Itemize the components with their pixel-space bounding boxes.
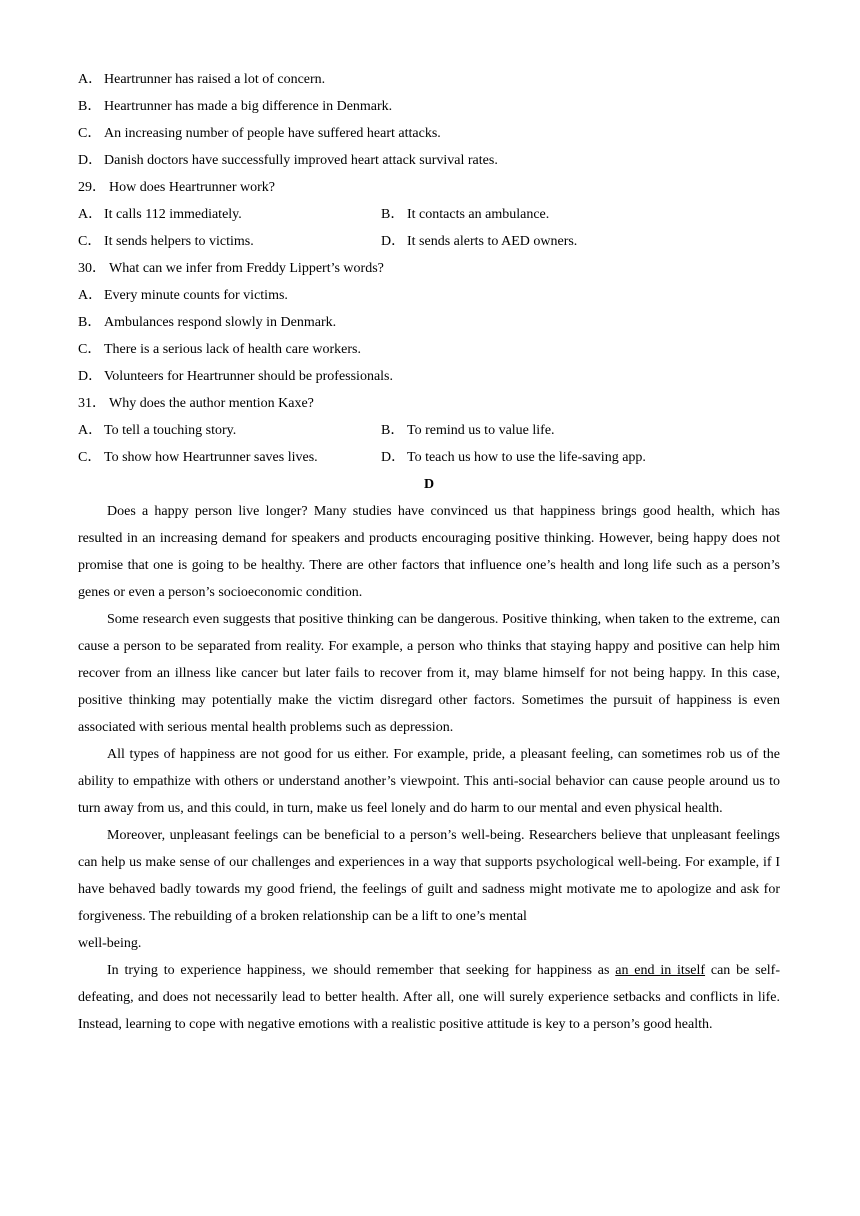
paragraph-5-lead: In trying to experience happiness, we should remember that seeking for happiness as	[107, 963, 616, 978]
q28-option-d: D． Danish doctors have successfully improved heart attack survival rates.	[78, 153, 498, 168]
question-29: 29． How does Heartrunner work?	[78, 180, 275, 195]
q31-option-b: B． To remind us to value life.	[381, 423, 555, 438]
passage-paragraph-2: Some research even suggests that positive thinking can be dangerous. Positive thinking, when taken to the extreme, can cause a person to be separated from reality. For example, a person who thinks that staying happy and positive can help him recover from an illness like cancer but later fails to recover from it, may blame himself for not being happy. In this case, positive thinking may potentially make the victim disregard other factors. Sometimes the pursuit of happiness is even associated with serious mental health problems such as depression.	[78, 612, 780, 735]
passage-paragraph-4	[78, 822, 780, 957]
q28-option-b: B． Heartrunner has made a big difference in Denmark.	[78, 99, 393, 114]
passage-paragraph-1: Does a happy person live longer? Many studies have convinced us that happiness brings good health, which has resulted in an increasing demand for speakers and products encouraging positive thinking. However, being happy does not promise that one is going to be healthy. There are other factors that influence one’s health and long life such as a person’s genes or even a person’s socioeconomic condition.	[78, 504, 780, 600]
question-30: 30． What can we infer from Freddy Lippert’s words?	[78, 261, 384, 276]
exam-page	[78, 66, 780, 1038]
q29-option-b: B． It contacts an ambulance.	[381, 207, 550, 222]
q29-options-row-2	[78, 228, 780, 255]
section-d-title: D	[423, 477, 435, 492]
q31-option-c: C． To show how Heartrunner saves lives.	[78, 450, 318, 465]
paragraph-5-rest: can be self-defeating, and does not necessarily lead to better health. After all, one will surely experience setbacks and conflicts in life. Instead, learning to cope with negative emotions with a realistic positive attitude is key to a person’s good health.	[78, 963, 781, 1032]
passage-paragraph-3: All types of happiness are not good for us either. For example, pride, a pleasant feeling, can sometimes rob us of the ability to empathize with others or understand another’s viewpoint. This anti-social behavior can cause people around us to turn away from us, and this could, in turn, make us feel lonely and do harm to our mental and even physical health.	[78, 747, 780, 816]
q31-options-row-1	[78, 417, 780, 444]
q30-option-d: D． Volunteers for Heartrunner should be professionals.	[78, 369, 394, 384]
paragraph-4-tail: well-being.	[78, 936, 142, 951]
q30-option-b: B． Ambulances respond slowly in Denmark.	[78, 315, 337, 330]
passage-paragraph-5	[78, 957, 780, 1038]
q29-options-row-1	[78, 201, 780, 228]
q29-option-d: D． It sends alerts to AED owners.	[381, 234, 578, 249]
q30-option-c: C． There is a serious lack of health care workers.	[78, 342, 361, 357]
q31-option-a: A． To tell a touching story.	[78, 423, 237, 438]
q31-options-row-2	[78, 444, 780, 471]
q28-option-c: C． An increasing number of people have suffered heart attacks.	[78, 126, 441, 141]
question-31: 31． Why does the author mention Kaxe?	[78, 396, 314, 411]
q28-option-a: A． Heartrunner has raised a lot of concern.	[78, 72, 326, 87]
q29-option-c: C． It sends helpers to victims.	[78, 234, 254, 249]
underlined-phrase: an end in itself	[615, 963, 706, 978]
paragraph-4-body: Moreover, unpleasant feelings can be beneficial to a person’s well-being. Researchers believe that unpleasant feelings can help us make sense of our challenges and experiences in a way that supports psychological well-being. For example, if I have behaved badly towards my good friend, the feelings of guilt and sadness might motivate me to apologize and ask for forgiveness. The rebuilding of a broken relationship can be a lift to one’s mental	[78, 828, 780, 924]
q29-option-a: A． It calls 112 immediately.	[78, 207, 242, 222]
q31-option-d: D． To teach us how to use the life-saving app.	[381, 450, 646, 465]
q30-option-a: A． Every minute counts for victims.	[78, 288, 288, 303]
